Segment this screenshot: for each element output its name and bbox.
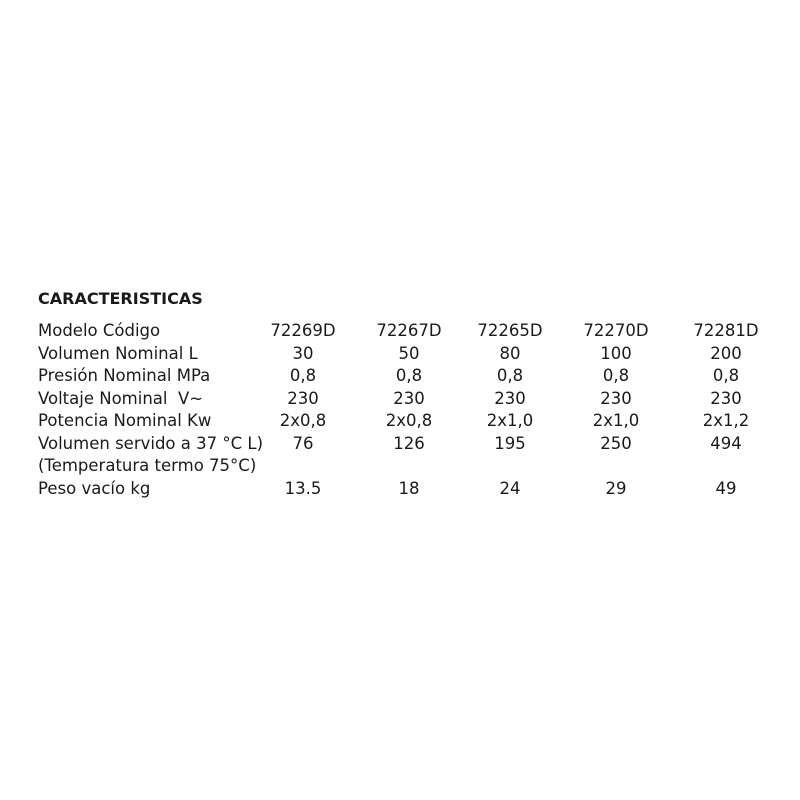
table-cell: 30 xyxy=(292,343,314,363)
table-cell: 29 xyxy=(605,478,627,498)
table-cell: 2x1,0 xyxy=(592,411,640,430)
table-cell: 200 xyxy=(710,343,742,363)
row-label: Presión Nominal MPa xyxy=(38,366,211,385)
table-cell: 494 xyxy=(710,433,742,453)
table-cell: 2x0,8 xyxy=(385,411,433,430)
table-cell: 76 xyxy=(292,433,314,453)
table-cell: 80 xyxy=(499,343,521,363)
page-title: CARACTERISTICAS xyxy=(38,289,203,308)
row-label: Modelo Código xyxy=(38,321,161,340)
table-row-modelo xyxy=(38,320,778,343)
table-cell: 100 xyxy=(600,343,632,363)
row-label: Peso vacío kg xyxy=(38,478,151,498)
table-cell: 0,8 xyxy=(712,366,740,385)
row-label: (Temperatura termo 75°C) xyxy=(38,456,257,475)
table-cell: 230 xyxy=(393,388,425,408)
spec-table xyxy=(38,320,778,500)
table-cell: 50 xyxy=(398,343,420,363)
table-cell: 13.5 xyxy=(284,478,322,498)
table-row-peso xyxy=(38,478,778,501)
table-row-volumen-servido xyxy=(38,433,778,456)
table-cell: 24 xyxy=(499,478,521,498)
table-cell: 2x0,8 xyxy=(279,411,327,430)
row-label: Volumen servido a 37 °C L) xyxy=(38,433,264,453)
table-cell: 230 xyxy=(600,388,632,408)
table-row-volumen xyxy=(38,343,778,366)
row-label: Voltaje Nominal V~ xyxy=(38,388,204,408)
table-cell: 49 xyxy=(715,478,737,498)
table-cell: 230 xyxy=(710,388,742,408)
table-cell: 0,8 xyxy=(289,366,317,385)
table-cell: 230 xyxy=(287,388,319,408)
table-cell: 2x1,0 xyxy=(486,411,534,430)
table-cell: 0,8 xyxy=(602,366,630,385)
row-label: Volumen Nominal L xyxy=(38,343,198,363)
table-cell: 72267D xyxy=(376,321,442,340)
table-cell: 72270D xyxy=(583,321,649,340)
table-cell: 230 xyxy=(494,388,526,408)
table-cell: 72269D xyxy=(270,321,336,340)
table-cell: 250 xyxy=(600,433,632,453)
table-cell: 0,8 xyxy=(395,366,423,385)
table-row-potencia xyxy=(38,410,778,433)
row-label: Potencia Nominal Kw xyxy=(38,411,212,430)
table-cell: 72265D xyxy=(477,321,543,340)
table-cell: 18 xyxy=(398,478,420,498)
table-cell: 0,8 xyxy=(496,366,524,385)
table-row-temperatura-note xyxy=(38,455,778,478)
table-row-voltaje xyxy=(38,388,778,411)
table-cell: 126 xyxy=(393,433,425,453)
table-row-presion xyxy=(38,365,778,388)
table-cell: 195 xyxy=(494,433,526,453)
table-cell: 72281D xyxy=(693,321,759,340)
table-cell: 2x1,2 xyxy=(702,411,750,430)
